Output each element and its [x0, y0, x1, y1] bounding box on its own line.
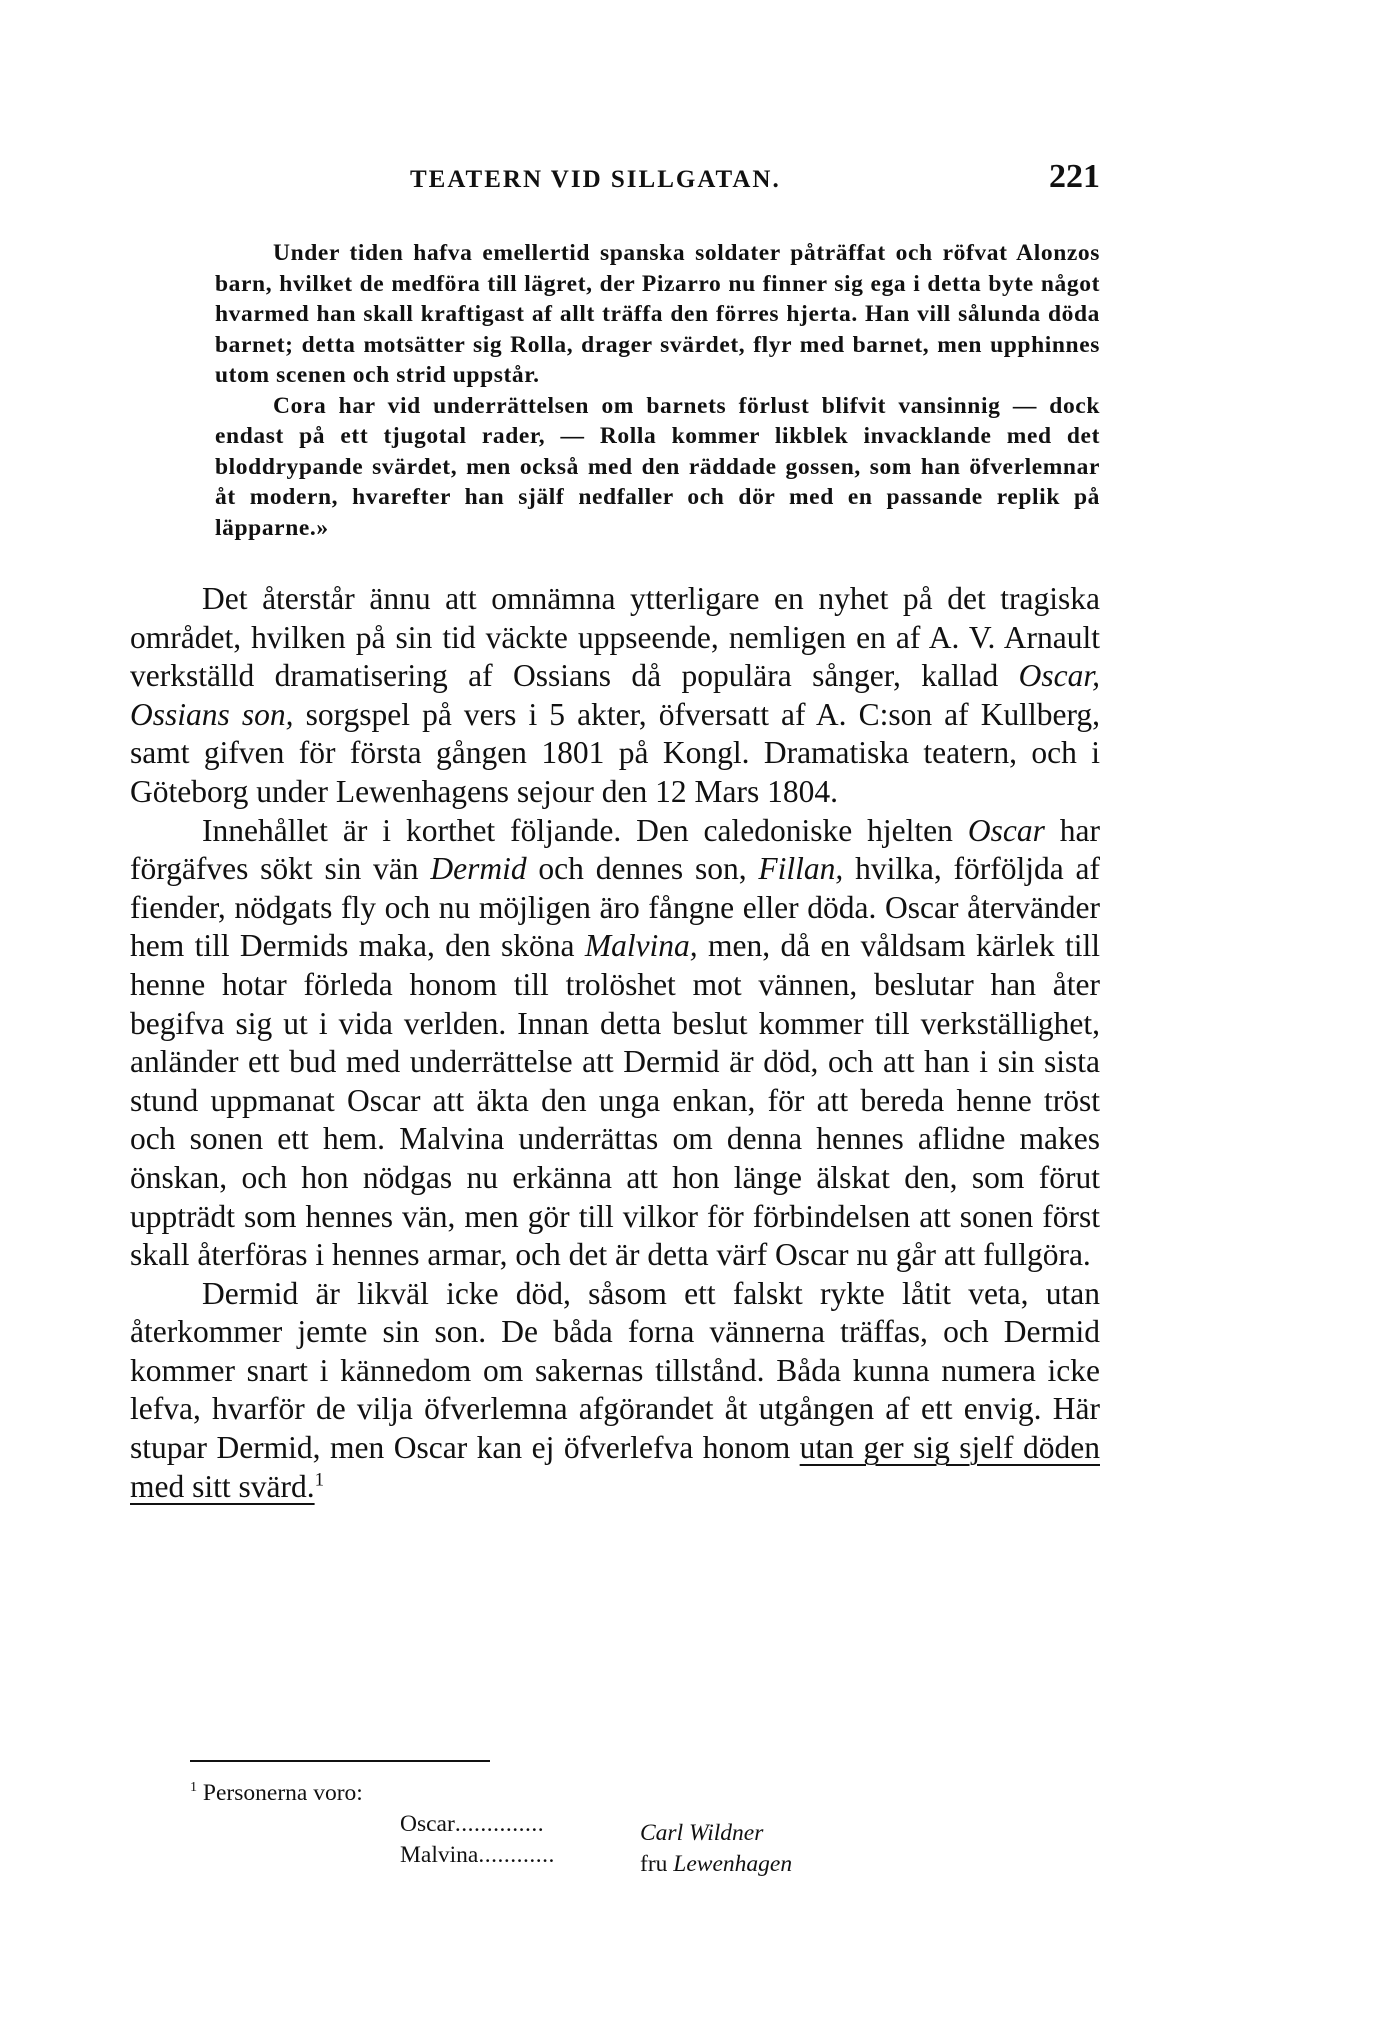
cast-role: Oscar — [400, 1811, 455, 1837]
footnote-reference: 1 — [314, 1469, 325, 1491]
footnote-intro — [190, 1778, 910, 1809]
quote-paragraph-1: Under tiden hafva emellertid spanska soldater påträffat och röfvat Alonzos barn, hvilket de medföra till lägret, der Pizarro nu finner sig ega i detta byte något hvarmed han skall kraftigast af allt träffa den förres hjerta. Han vill sålunda döda barnet; detta motsätter sig Rolla, drager svärdet, flyr med barnet, men upphinnes utom scenen och strid uppstår. — [215, 240, 1100, 388]
actor-name: Lewenhagen — [673, 1851, 793, 1877]
leader-dots: .............. — [454, 1811, 545, 1837]
cast-actor — [640, 1849, 792, 1880]
character-name: Malvina, — [584, 928, 698, 964]
cast-role: Malvina — [400, 1842, 479, 1868]
text-run: och dennes son, — [526, 851, 759, 887]
cast-role-cell — [400, 1840, 640, 1871]
character-name: Oscar — [967, 812, 1045, 848]
body-paragraph-2 — [130, 812, 1100, 1275]
character-name: Fillan, — [758, 851, 844, 887]
text-run: har förgäfves sökt sin vän — [130, 812, 1100, 887]
main-text — [130, 580, 1100, 1506]
page-header — [410, 158, 1100, 206]
footnote-intro-text: Personerna voro: — [202, 1780, 363, 1806]
text-run: Det återstår ännu att omnämna ytterligare en nyhet på det tragiska området, hvilken på sin tid väckte uppseende, nemligen en af A. V. Arnault verkställd dramatisering af Ossians då populära sånger, kallad — [130, 581, 1100, 694]
quoted-summary — [215, 238, 1100, 543]
text-run: sorgspel på vers i 5 akter, öfversatt af A. C:son af Kullberg, samt gifven för första gången 1801 på Kongl. Dramatiska teatern, och i Göteborg under Lewenhagens sejour den 12 Mars 1804. — [130, 696, 1100, 809]
underlined-text: utan ger sig sjelf döden med sitt svärd. — [130, 1430, 1100, 1504]
cast-role-cell — [400, 1809, 640, 1840]
footnote-divider — [190, 1760, 490, 1762]
text-run: Dermid är likväl icke död, såsom ett falskt rykte låtit veta, utan återkommer jemte sin son. De båda forna vännerna träffas, och Dermid kommer snart i kännedom om sakernas tillstånd. Båda kunna numera icke lefva, hvarför de vilja öfverlemna afgörandet åt utgången af ett envig. Här stupar Dermid, men Oscar kan ej öfverlefva honom — [130, 1275, 1100, 1466]
running-head: TEATERN VID SILLGATAN. — [410, 166, 781, 193]
cast-row — [400, 1840, 910, 1877]
leader-dots: ............ — [478, 1842, 555, 1868]
play-title: Oscar, Ossians son, — [130, 658, 1100, 732]
text-run: men, då en våldsam kärlek till henne hotar förleda honom till trolöshet mot vännen, beslutar han åter begifva sig ut i vida verlden. Innan detta beslut kommer till verkställighet, anländer ett bud med underrättelse att Dermid är död, och att han i sin sista stund uppmanat Oscar att äkta den unga enkan, för att bereda henne tröst och sonen ett hem. Malvina underrättas om denna hennes aflidne makes önskan, och hon nödgas nu erkänna att hon länge älskat den, som förut uppträdt som hennes vän, men gör till vilkor för förbindelsen att sonen först skall återföras i hennes armar, och det är detta värf Oscar nu går att fullgöra. — [130, 928, 1100, 1273]
body-paragraph-1 — [130, 580, 1100, 812]
text-run: hvilka, förföljda af fiender, nödgats fly och nu möjligen äro fångne eller döda. Oscar återvänder hem till Dermids maka, den sköna — [130, 851, 1100, 964]
text-run: Innehållet är i korthet följande. Den caledoniske hjelten — [202, 812, 968, 848]
footnote — [190, 1778, 910, 1877]
cast-row — [400, 1809, 910, 1846]
character-name: Dermid — [430, 851, 527, 887]
body-paragraph-3 — [130, 1275, 1100, 1507]
actor-name: Carl Wildner — [640, 1820, 764, 1846]
page-number: 221 — [1049, 158, 1100, 195]
actor-prefix: fru — [640, 1851, 674, 1877]
footnote-marker: 1 — [190, 1779, 198, 1796]
quote-paragraph-2: Cora har vid underrättelsen om barnets förlust blifvit vansinnig — dock endast på ett tjugotal rader, — Rolla kommer likblek invacklande med det bloddrypande svärdet, men också med den räddade gossen, som han öfverlemnar åt modern, hvarefter han själf nedfaller och dör med en passande replik på läpparne.» — [215, 392, 1100, 541]
